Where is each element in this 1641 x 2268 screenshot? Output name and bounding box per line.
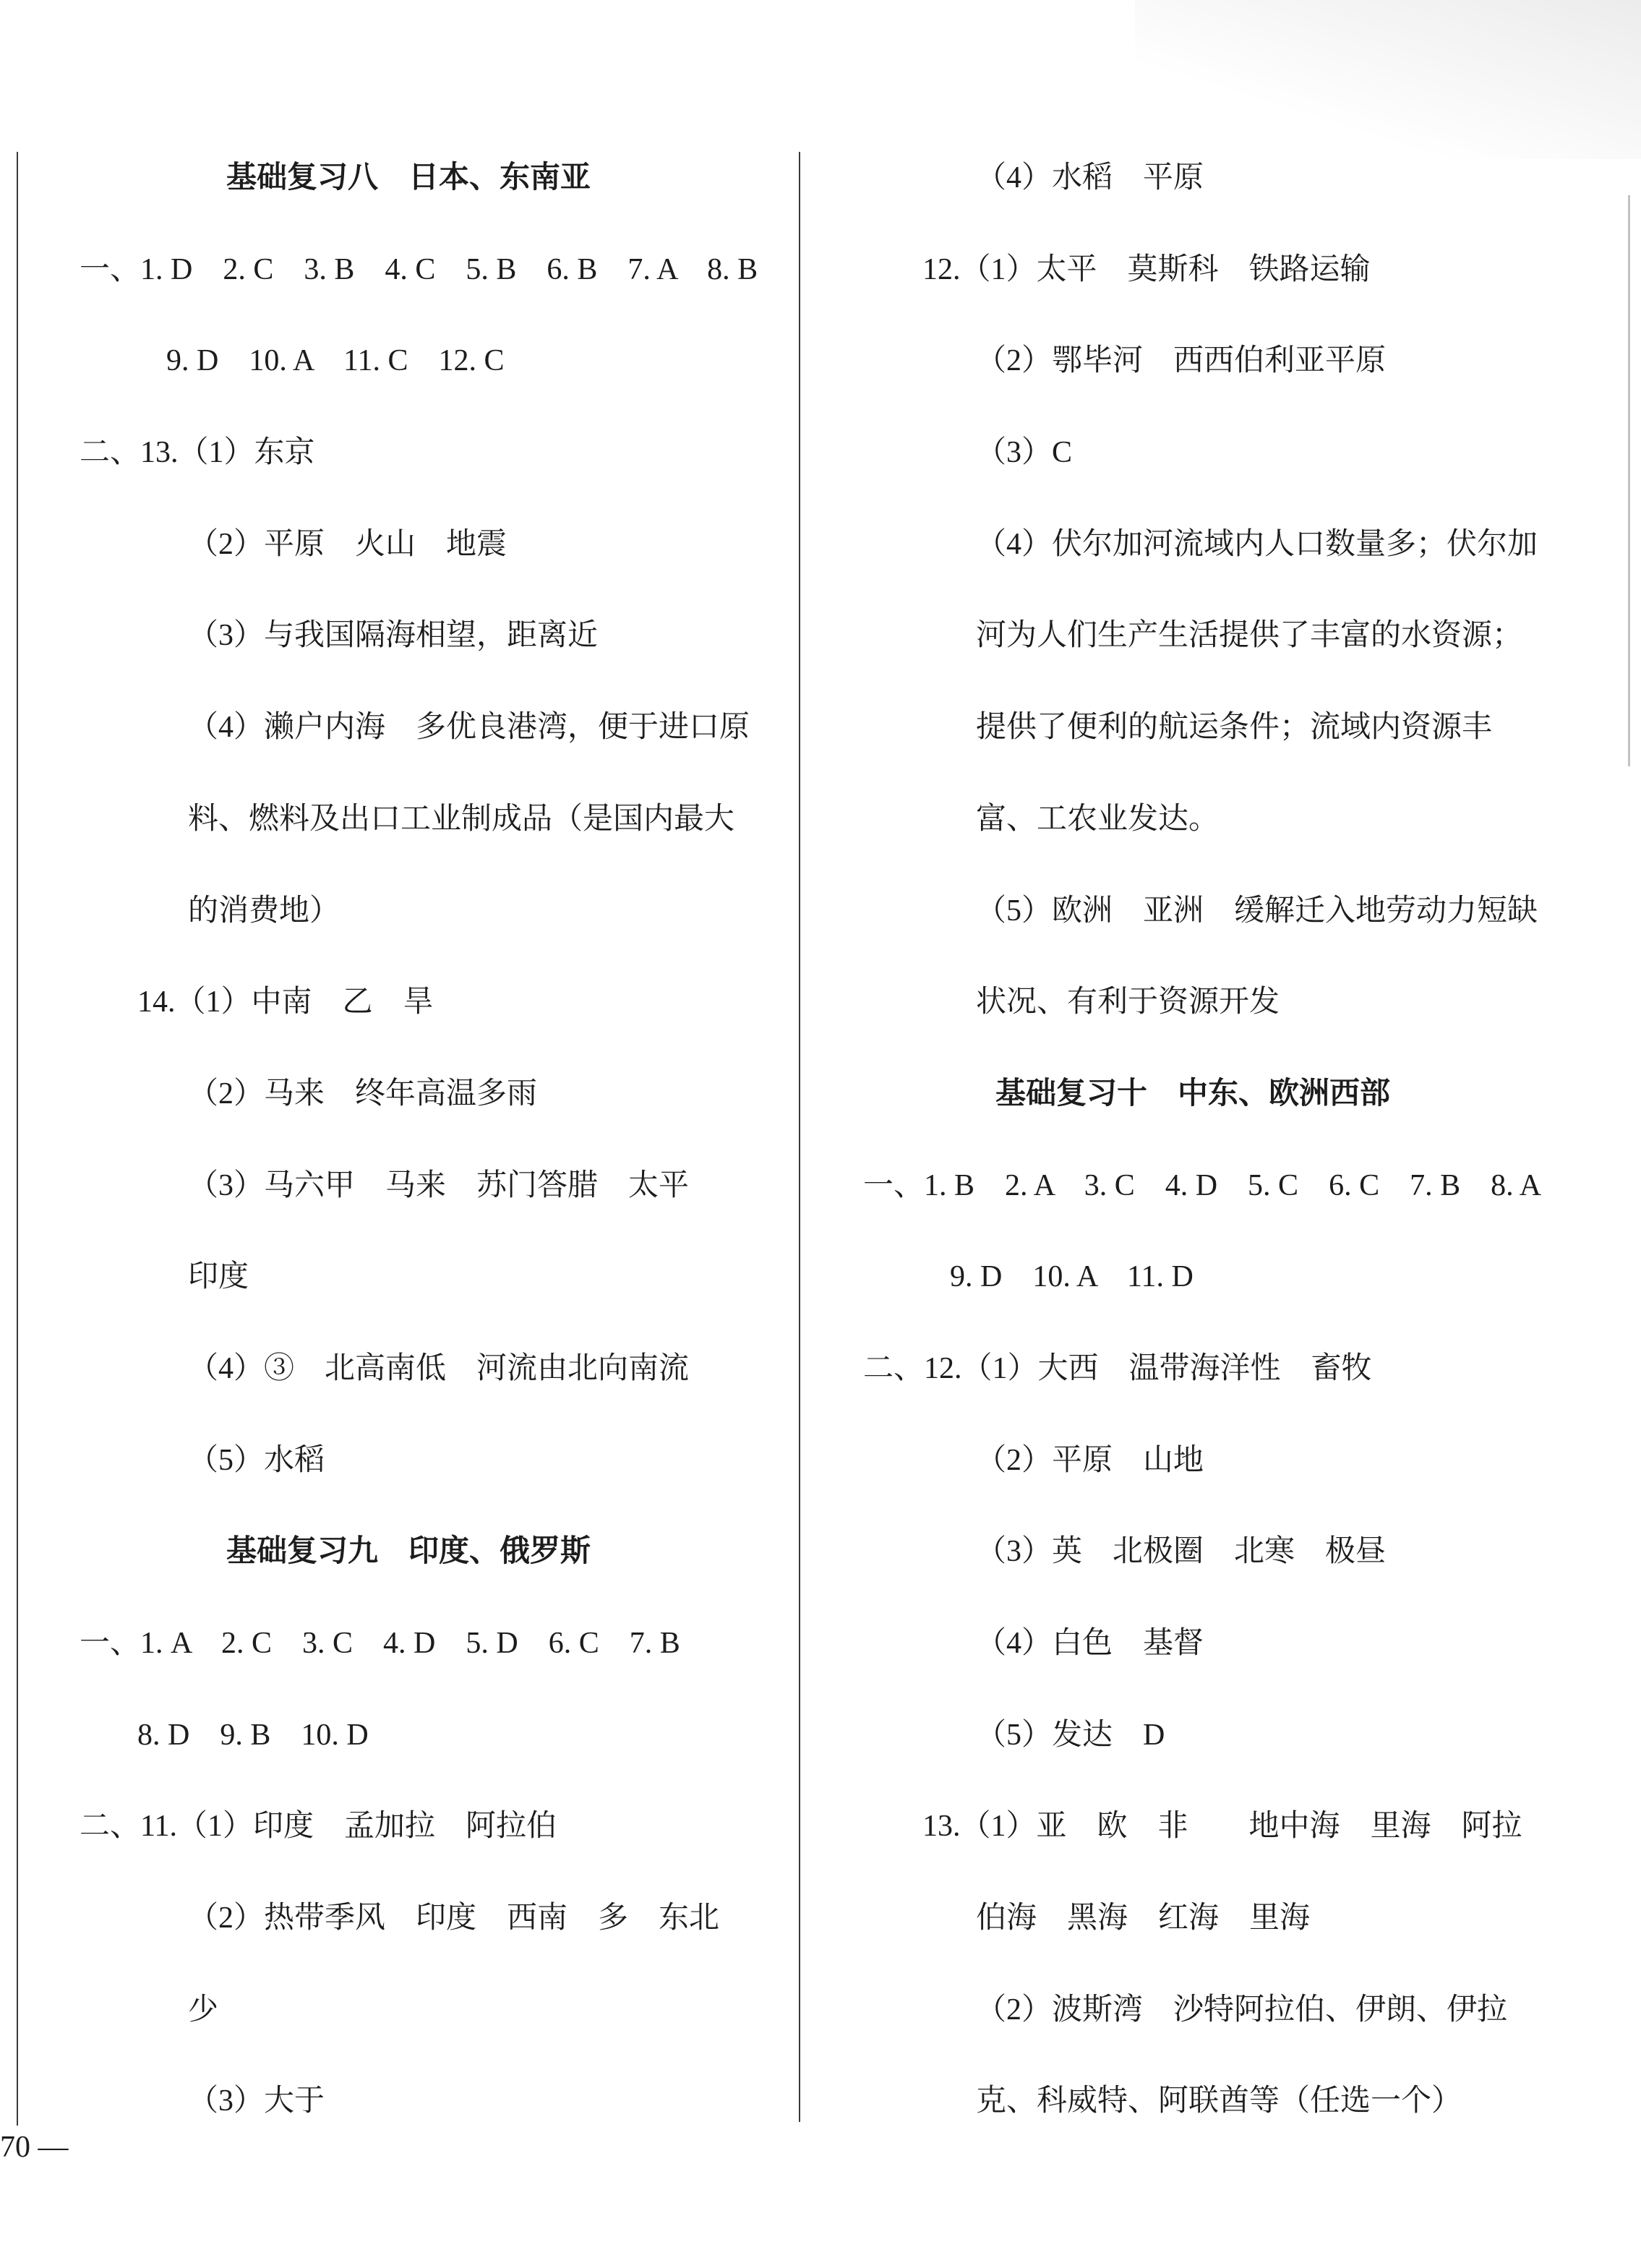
answer-line: 9. D 10. A 11. C 12. C: [166, 344, 505, 378]
section-title: 基础复习十 中东、欧洲西部: [995, 1077, 1390, 1111]
answer-line: 一、1. A 2. C 3. C 4. D 5. D 6. C 7. B: [80, 1627, 680, 1660]
answer-line: 8. D 9. B 10. D: [137, 1718, 369, 1752]
page-number: 70 —: [0, 2131, 69, 2164]
answer-line: （2）鄂毕河 西西伯利亚平原: [976, 344, 1387, 378]
answer-line: （5）水稻: [188, 1443, 325, 1477]
answer-line: （3）C: [976, 436, 1073, 470]
answer-line: 提供了便利的航运条件；流域内资源丰: [976, 711, 1493, 745]
answer-line: 克、科威特、阿联酋等（任选一个）: [976, 2084, 1462, 2118]
answer-line: 伯海 黑海 红海 里海: [976, 1901, 1311, 1935]
answer-line: （4）濑户内海 多优良港湾，便于进口原: [188, 711, 750, 745]
answer-line: 二、12.（1）大西 温带海洋性 畜牧: [863, 1351, 1372, 1385]
answer-line: （5）发达 D: [976, 1718, 1165, 1752]
answer-line: 状况、有利于资源开发: [976, 985, 1280, 1019]
section-title: 基础复习八 日本、东南亚: [226, 161, 591, 194]
answer-line: （4）③ 北高南低 河流由北向南流: [188, 1351, 690, 1385]
answer-line: （2）马来 终年高温多雨: [188, 1077, 538, 1111]
answer-line: 河为人们生产生活提供了丰富的水资源；: [976, 619, 1523, 653]
answer-line: 一、1. D 2. C 3. B 4. C 5. B 6. B 7. A 8. B: [80, 252, 758, 286]
answer-line: （2）平原 山地: [976, 1443, 1204, 1477]
answer-line: 13.（1）亚 欧 非 地中海 里海 阿拉: [922, 1810, 1522, 1844]
answer-line: 12.（1）太平 莫斯科 铁路运输: [922, 252, 1371, 286]
answer-line: （3）与我国隔海相望，距离近: [188, 619, 599, 653]
answer-line: 9. D 10. A 11. D: [950, 1260, 1194, 1294]
answer-line: 印度: [188, 1260, 249, 1294]
answer-line: 二、11.（1）印度 孟加拉 阿拉伯: [80, 1810, 557, 1844]
answer-line: （3）大于: [188, 2084, 325, 2118]
answer-line: 14.（1）中南 乙 旱: [137, 985, 434, 1019]
answer-line: （3）英 北极圈 北寒 极昼: [976, 1535, 1387, 1569]
left-column: [0, 132, 800, 2147]
answer-line: （4）伏尔加河流域内人口数量多；伏尔加: [976, 527, 1538, 561]
answer-line: 富、工农业发达。: [976, 802, 1220, 836]
section-title: 基础复习九 印度、俄罗斯: [226, 1535, 591, 1569]
right-column: [800, 132, 1641, 2147]
answer-line: （2）平原 火山 地震: [188, 527, 507, 561]
answer-line: （2）波斯湾 沙特阿拉伯、伊朗、伊拉: [976, 1993, 1508, 2027]
answer-line: 少: [188, 1993, 219, 2027]
answer-line: （3）马六甲 马来 苏门答腊 太平: [188, 1168, 690, 1202]
answer-line: 一、1. B 2. A 3. C 4. D 5. C 6. C 7. B 8. A: [863, 1168, 1542, 1202]
answer-line: （4）水稻 平原: [976, 161, 1204, 194]
answer-line: 的消费地）: [188, 894, 340, 928]
answer-line: （2）热带季风 印度 西南 多 东北: [188, 1901, 720, 1935]
answer-line: （5）欧洲 亚洲 缓解迁入地劳动力短缺: [976, 894, 1538, 928]
answer-line: （4）白色 基督: [976, 1627, 1204, 1660]
answer-line: 料、燃料及出口工业制成品（是国内最大: [188, 802, 735, 836]
answer-line: 二、13.（1）东京: [80, 436, 315, 470]
